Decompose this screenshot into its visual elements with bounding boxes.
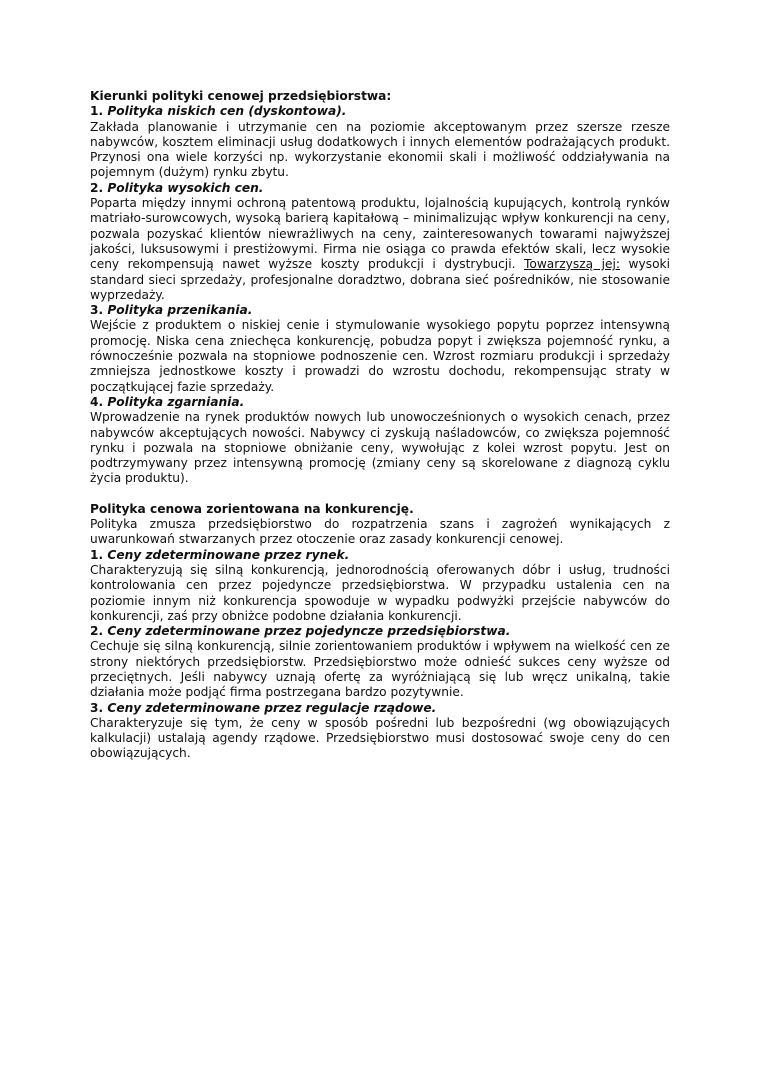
section-gap (90, 487, 670, 502)
document-page (90, 89, 670, 762)
item-number: 2. (90, 624, 104, 639)
item-number: 2. (90, 180, 104, 195)
underlined-phrase: Towarzyszą jej: (524, 257, 621, 272)
item-number: 3. (90, 700, 104, 715)
item-heading-skimming (90, 395, 670, 410)
item-paragraph-government-determined: Charakteryzuje się tym, że ceny w sposób pośredni lub bezpośredni (wg obowiązujących kalkulacji) ustalają agendy rządowe. Przedsiębiorstwo musi dostosować swoje ceny do cen obowiązujących. (90, 715, 670, 761)
section-intro-paragraph: Polityka zmusza przedsiębiorstwo do rozpatrzenia szans i zagrożeń wynikających z uwarunkowań stwarzanych przez otoczenie oraz zasady konkurencji cenowej. (90, 517, 670, 547)
item-paragraph-skimming: Wprowadzenie na rynek produktów nowych lub unowocześnionych o wysokich cenach, przez nabywców akceptujących nowości. Nabywcy ci zyskują naśladowców, co zwiększa pojemność rynku i pozwala na stopniowe obniżanie ceny, wywołując z kolei wzrost popytu. Jest on podtrzymywany przez intensywną promocję (zmiany ceny są skorelowane z diagnozą cyklu życia produktu). (90, 410, 670, 486)
item-paragraph-low-prices: Zakłada planowanie i utrzymanie cen na poziomie akceptowanym przez szersze rzesze nabywców, kosztem eliminacji usług dodatkowych i innych elementów podrażających produkt. Przynosi ona wiele korzyści np. wykorzystanie ekonomii skali i możliwość oddziaływania na pojemnym (dużym) rynku zbytu. (90, 119, 670, 180)
item-title: Polityka zgarniania. (107, 394, 245, 409)
item-heading-firm-determined (90, 624, 670, 639)
item-title: Polityka niskich cen (dyskontowa). (107, 104, 347, 119)
paragraph-text: Poparta między innymi ochroną patentową produktu, lojalnością kupujących, kontrolą rynków matriało-surowcowych, wysoką barierą kapitałową – minimalizując wpływ konkurencji na ceny, pozwala pozyskać klientów niewrażliwych na ceny, zainteresowanych towarami najwyższej jakości, luksusowymi i prestiżowymi. Firma nie osiąga co prawda efektów skali, lecz wysokie ceny rekompensują nawet wyższe koszty produkcji i dystrybucji. (90, 196, 670, 272)
item-title: Polityka wysokich cen. (107, 180, 264, 195)
item-number: 1. (90, 104, 104, 119)
item-heading-low-prices (90, 104, 670, 119)
item-paragraph-firm-determined: Cechuje się silną konkurencją, silnie zorientowaniem produktów i wpływem na wielkość cen ze strony niektórych przedsiębiorstw. Przedsiębiorstwo może odnieść sukces ceny wyższe od przeciętnych. Jeśli nabywcy uznają ofertę za wyróżniającą się lub wręcz unikalną, takie działania może podjąć firma postrzegana bardzo pozytywnie. (90, 639, 670, 700)
item-paragraph-high-prices (90, 196, 670, 303)
item-heading-market-determined (90, 548, 670, 563)
item-heading-high-prices (90, 181, 670, 196)
item-number: 4. (90, 394, 104, 409)
item-title: Ceny zdeterminowane przez pojedyncze przedsiębiorstwa. (107, 624, 511, 639)
item-title: Ceny zdeterminowane przez rynek. (107, 547, 350, 562)
section-heading-pricing-directions: Kierunki polityki cenowej przedsiębiorstwa: (90, 89, 392, 103)
item-paragraph-penetration: Wejście z produktem o niskiej cenie i stymulowanie wysokiego popytu poprzez intensywną promocję. Niska cena zniechęca konkurencję, pobudza popyt i zwiększa pojemność rynku, a równocześnie pozwala na stopniowe podnoszenie cen. Wzrost rozmiaru produkcji i sprzedaży zmniejsza jednostkowe koszty i prowadzi do wzrostu dochodu, rekompensując straty w początkującej fazie sprzedaży. (90, 318, 670, 394)
paragraph-text: wysoki standard sieci sprzedaży, profesjonalne doradztwo, dobrana sieć pośredników, nie stosowanie wyprzedaży. (90, 257, 670, 302)
item-heading-government-determined (90, 701, 670, 716)
item-title: Polityka przenikania. (107, 303, 253, 318)
item-paragraph-market-determined: Charakteryzują się silną konkurencją, jednorodnością oferowanych dóbr i usług, trudności kontrolowania cen przez pojedyncze przedsiębiorstwa. W przypadku ustalenia cen na poziomie innym niż konkurencja spowoduje w wypadku podwyżki przejście nabywców do konkurencji, zaś przy obniżce podobne działania konkurencji. (90, 562, 670, 623)
item-number: 3. (90, 303, 104, 318)
section-heading-competition-pricing: Polityka cenowa zorientowana na konkurencję. (90, 501, 414, 516)
item-number: 1. (90, 547, 104, 562)
item-heading-penetration (90, 303, 670, 318)
item-title: Ceny zdeterminowane przez regulacje rządowe. (107, 700, 437, 715)
